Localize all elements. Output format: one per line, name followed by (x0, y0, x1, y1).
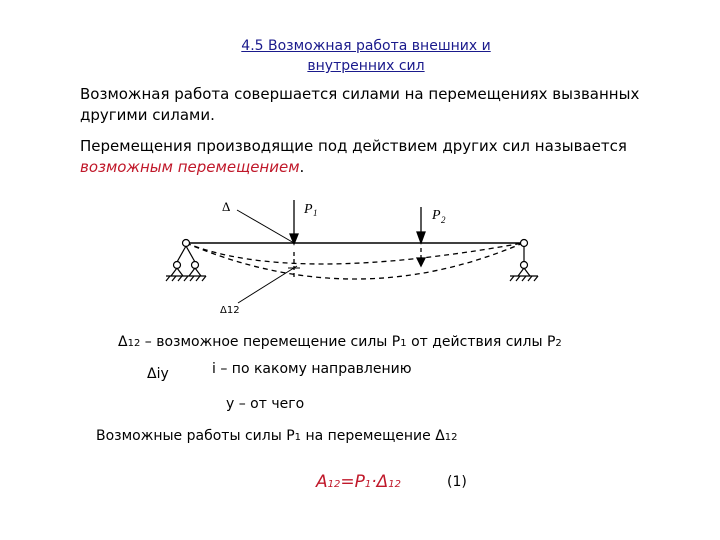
work-text-2: на перемещение Δ (301, 428, 445, 444)
definition-p2-sub: 2 (555, 338, 562, 349)
work-delta-sub: 12 (444, 432, 458, 443)
delta-iy-notation: Δiy (147, 366, 169, 382)
definition-text-2: от действия силы P (406, 334, 556, 350)
p2-arrow (417, 207, 425, 266)
formula-number: (1) (447, 474, 467, 490)
definition-text: – возможное перемещение силы P (140, 334, 401, 350)
paragraph-2-period: . (299, 158, 305, 176)
paragraph-1-line-2: другими силами. (80, 106, 215, 124)
paragraph-1-line-1: Возможная работа совершается силами на перемещениях вызванных (80, 85, 640, 103)
work-line (96, 428, 458, 444)
i-meaning: i – по какому направлению (212, 361, 412, 377)
delta-label: Δ (222, 199, 231, 214)
formula-delta-sub: 12 (388, 479, 402, 490)
formula-a: A (316, 472, 328, 492)
page-title-line-1: 4.5 Возможная работа внешних и (241, 38, 491, 54)
definition-delta: Δ (118, 334, 128, 350)
delta12-leader-line (238, 266, 297, 303)
deflection-curve-2 (186, 243, 523, 279)
p1-subscript: 1 (313, 208, 318, 218)
definition-p1-sub: 1 (400, 338, 407, 349)
left-support (166, 240, 206, 282)
formula-dot-delta: ·Δ (371, 472, 389, 492)
definition-delta-sub: 12 (127, 338, 141, 349)
formula-eq-p: =P (340, 472, 365, 492)
formula-p-sub: 1 (364, 479, 372, 490)
delta12-label: Δ12 (220, 305, 240, 316)
deflection-curve-1 (186, 243, 523, 264)
work-text: Возможные работы силы P (96, 428, 295, 444)
page-title-line-2: внутренних сил (307, 58, 425, 74)
definition-line (118, 334, 562, 350)
paragraph-2-line-1: Перемещения производящие под действием других сил называется (80, 137, 627, 155)
work-formula (316, 472, 401, 492)
formula-a-sub: 12 (327, 479, 341, 490)
p2-subscript: 2 (441, 215, 446, 225)
possible-displacement-term: возможным перемещением (80, 158, 300, 176)
right-support (510, 240, 538, 282)
p2-label: P (432, 208, 441, 223)
y-meaning: y – от чего (226, 396, 305, 412)
delta-leader-line (237, 210, 294, 243)
work-p1-sub: 1 (294, 432, 302, 443)
p1-label: P (304, 202, 313, 217)
